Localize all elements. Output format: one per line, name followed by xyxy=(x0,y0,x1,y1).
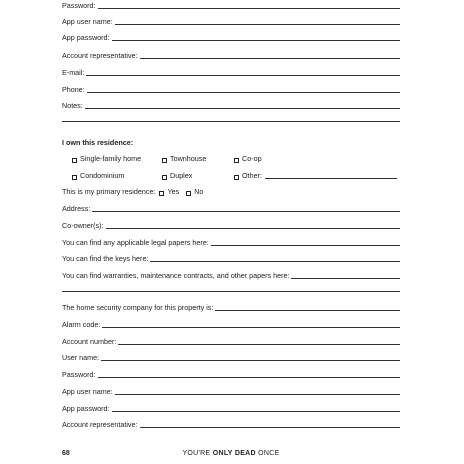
field-co-owners[interactable] xyxy=(62,220,400,230)
option-duplex[interactable] xyxy=(162,171,192,180)
fill-line xyxy=(112,404,400,412)
fill-line xyxy=(211,238,400,246)
field-security-app-user-name[interactable] xyxy=(62,386,400,396)
field-label: Co-owner(s): xyxy=(62,221,104,230)
field-label: You can find any applicable legal papers here: xyxy=(62,238,209,247)
other-fill-line[interactable] xyxy=(265,171,397,179)
title-bold: ONLY DEAD xyxy=(212,450,256,457)
option-label: Duplex xyxy=(170,171,193,180)
field-account-representative[interactable] xyxy=(62,50,400,60)
field-app-password[interactable] xyxy=(62,32,400,42)
option-townhouse[interactable] xyxy=(162,154,206,163)
fill-line xyxy=(112,33,400,41)
field-label: E-mail: xyxy=(62,68,85,77)
fill-line xyxy=(86,68,400,76)
field-label: App password: xyxy=(62,404,110,413)
checkbox-icon[interactable] xyxy=(72,158,77,163)
field-email[interactable] xyxy=(62,67,400,77)
field-warranties[interactable] xyxy=(62,270,400,280)
field-account-number[interactable] xyxy=(62,336,400,346)
option-condominium[interactable] xyxy=(72,171,124,180)
checkbox-icon[interactable] xyxy=(72,175,77,180)
checkbox-icon[interactable] xyxy=(159,191,164,196)
field-label: User name: xyxy=(62,353,100,362)
warranties-extra-line[interactable] xyxy=(62,291,400,292)
notes-extra-line[interactable] xyxy=(62,121,400,122)
fill-line xyxy=(85,101,400,109)
field-label: Phone: xyxy=(62,85,85,94)
field-security-company[interactable] xyxy=(62,302,400,312)
field-security-account-representative[interactable] xyxy=(62,419,400,429)
field-password[interactable] xyxy=(62,0,400,10)
fill-line xyxy=(92,204,400,212)
field-label: Notes: xyxy=(62,101,83,110)
checkbox-icon[interactable] xyxy=(162,175,167,180)
field-label: The home security company for this property is: xyxy=(62,303,214,312)
field-alarm-code[interactable] xyxy=(62,319,400,329)
residence-heading: I own this residence: xyxy=(62,138,134,147)
option-label: Other: xyxy=(242,171,262,180)
fill-line xyxy=(291,271,400,279)
field-label: Account representative: xyxy=(62,51,138,60)
fill-line xyxy=(150,254,400,262)
field-label: Alarm code: xyxy=(62,320,101,329)
checkbox-icon[interactable] xyxy=(186,191,191,196)
field-label: Address: xyxy=(62,204,91,213)
field-label: Password: xyxy=(62,1,96,10)
field-label: Password: xyxy=(62,370,96,379)
checkbox-icon[interactable] xyxy=(234,158,239,163)
field-user-name[interactable] xyxy=(62,352,400,362)
field-label: Account number: xyxy=(62,337,117,346)
field-app-user-name[interactable] xyxy=(62,16,400,26)
option-label: Condominium xyxy=(80,171,125,180)
fill-line xyxy=(87,85,400,93)
fill-line xyxy=(102,320,400,328)
title-pre: YOU'RE xyxy=(182,450,213,457)
fill-line xyxy=(106,221,400,229)
option-other[interactable] xyxy=(234,171,397,180)
field-label: App user name: xyxy=(62,17,113,26)
fill-line xyxy=(98,1,400,9)
fill-line xyxy=(101,353,400,361)
field-keys[interactable] xyxy=(62,253,400,263)
field-notes[interactable] xyxy=(62,100,400,110)
option-single-family[interactable] xyxy=(72,154,141,163)
fill-line xyxy=(140,51,400,59)
field-phone[interactable] xyxy=(62,84,400,94)
field-label: App password: xyxy=(62,33,110,42)
fill-line xyxy=(215,303,400,311)
primary-residence-row xyxy=(62,187,203,196)
checkbox-icon[interactable] xyxy=(234,175,239,180)
fill-line xyxy=(140,420,400,428)
fill-line xyxy=(98,370,400,378)
option-label: Co-op xyxy=(242,154,262,163)
option-label: Single-family home xyxy=(80,154,142,163)
fill-line xyxy=(118,337,400,345)
field-address[interactable] xyxy=(62,203,400,213)
option-label: Townhouse xyxy=(170,154,207,163)
field-label: You can find the keys here: xyxy=(62,254,149,263)
checkbox-icon[interactable] xyxy=(162,158,167,163)
field-security-app-password[interactable] xyxy=(62,403,400,413)
field-label: App user name: xyxy=(62,387,113,396)
field-legal-papers[interactable] xyxy=(62,237,400,247)
yes-label: Yes xyxy=(167,187,180,196)
title-post: ONCE xyxy=(255,450,280,457)
primary-residence-label: This is my primary residence: xyxy=(62,187,156,196)
option-coop[interactable] xyxy=(234,154,262,163)
book-title xyxy=(62,450,400,457)
field-label: You can find warranties, maintenance contracts, and other papers here: xyxy=(62,271,290,280)
fill-line xyxy=(115,17,400,25)
fill-line xyxy=(115,387,400,395)
field-label: Account representative: xyxy=(62,420,138,429)
page-number: 68 xyxy=(62,450,70,457)
field-security-password[interactable] xyxy=(62,369,400,379)
no-label: No xyxy=(194,187,204,196)
